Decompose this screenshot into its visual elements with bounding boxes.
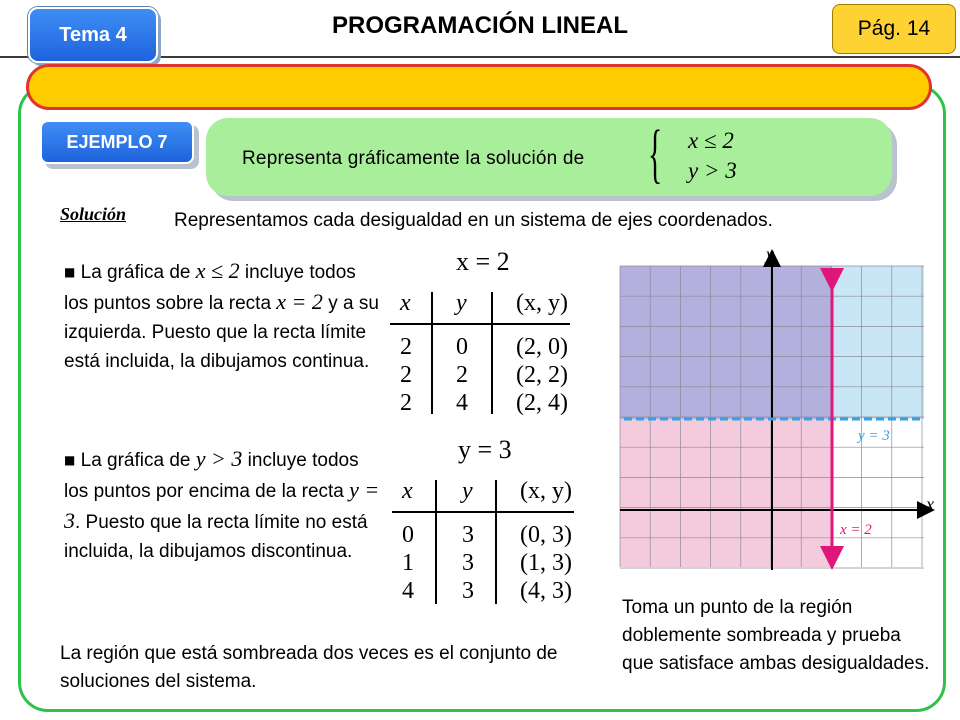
para1-text-2: incluye todos los puntos sobre la recta bbox=[64, 262, 356, 314]
table-x-eq-2 bbox=[390, 248, 590, 420]
title-band bbox=[26, 64, 932, 110]
para2-line: y = 3 bbox=[64, 477, 380, 533]
bullet-icon: ■ bbox=[64, 265, 76, 279]
table1-cell: 4 bbox=[456, 390, 468, 416]
table1-cell: 2 bbox=[456, 362, 468, 388]
table1-cell: 2 bbox=[400, 362, 412, 388]
para1-inequality: x ≤ 2 bbox=[195, 258, 240, 283]
tema-badge: Tema 4 bbox=[28, 7, 158, 63]
system-line-2: y > 3 bbox=[688, 158, 737, 183]
region-above bbox=[832, 266, 924, 419]
table2-cell: 3 bbox=[462, 550, 474, 576]
line-x2-label: x = 2 bbox=[840, 522, 872, 538]
para2-text-1: La gráfica de bbox=[80, 450, 191, 471]
table1-cell: 2 bbox=[400, 390, 412, 416]
para1-text-1: La gráfica de bbox=[80, 262, 191, 283]
para1-text-3: y a su izquierda. Puesto que la recta límite está incluida, la dibujamos continua. bbox=[64, 293, 379, 372]
table1-cell: (2, 4) bbox=[516, 390, 568, 416]
note-text: Toma un punto de la región doblemente sombreada y prueba que satisface ambas desigualdades. bbox=[622, 597, 930, 674]
table2-header-x: x bbox=[402, 478, 413, 504]
table-y-eq-3 bbox=[392, 434, 592, 610]
x-axis-label: x bbox=[926, 494, 934, 514]
ejemplo-badge: EJEMPLO 7 bbox=[40, 120, 194, 164]
paragraph-x-le-2 bbox=[64, 256, 384, 376]
table1-cell: (2, 2) bbox=[516, 362, 568, 388]
para2-inequality: y > 3 bbox=[195, 446, 243, 471]
table2-header-y: y bbox=[462, 478, 473, 504]
table2-header-xy: (x, y) bbox=[520, 478, 572, 504]
table1-cell: 0 bbox=[456, 334, 468, 360]
table2-cell: (4, 3) bbox=[520, 578, 572, 604]
intro-text: Representamos cada desigualdad en un sistema de ejes coordenados. bbox=[174, 210, 773, 231]
table1-cell: 2 bbox=[400, 334, 412, 360]
table2-cell: 4 bbox=[402, 578, 414, 604]
statement-text: Representa gráficamente la solución de bbox=[242, 148, 585, 169]
para2-text-2: incluye todos los puntos por encima de la recta bbox=[64, 450, 359, 502]
bullet-icon: ■ bbox=[64, 453, 76, 467]
table1-cell: (2, 0) bbox=[516, 334, 568, 360]
table1-header-x: x bbox=[400, 290, 411, 316]
line-y3-label: y = 3 bbox=[858, 428, 890, 444]
para1-line: x = 2 bbox=[276, 289, 323, 314]
solucion-label: Solución bbox=[60, 204, 127, 224]
conclusion-text: La región que está sombreada dos veces es el conjunto de soluciones del sistema. bbox=[60, 643, 558, 692]
table2-cell: 0 bbox=[402, 522, 414, 548]
solution-graph bbox=[600, 240, 950, 590]
table1-header-xy: (x, y) bbox=[516, 290, 568, 316]
table2-title: y = 3 bbox=[458, 435, 512, 464]
table2-cell: 3 bbox=[462, 578, 474, 604]
page-number-badge: Pág. 14 bbox=[832, 4, 956, 54]
page-title: PROGRAMACIÓN LINEAL bbox=[332, 12, 628, 39]
system-line-1: x ≤ 2 bbox=[688, 128, 734, 153]
table2-cell: 1 bbox=[402, 550, 414, 576]
para2-text-3: . Puesto que la recta límite no está incluida, la dibujamos discontinua. bbox=[64, 512, 368, 562]
table1-header-y: y bbox=[456, 290, 467, 316]
y-axis-label: y bbox=[766, 244, 774, 264]
table1-title: x = 2 bbox=[456, 248, 510, 276]
system-brace: { bbox=[648, 117, 663, 190]
table2-cell: (0, 3) bbox=[520, 522, 572, 548]
region-both bbox=[620, 266, 832, 419]
table2-cell: 3 bbox=[462, 522, 474, 548]
region-left bbox=[620, 419, 832, 567]
paragraph-y-gt-3 bbox=[64, 444, 384, 566]
table2-cell: (1, 3) bbox=[520, 550, 572, 576]
